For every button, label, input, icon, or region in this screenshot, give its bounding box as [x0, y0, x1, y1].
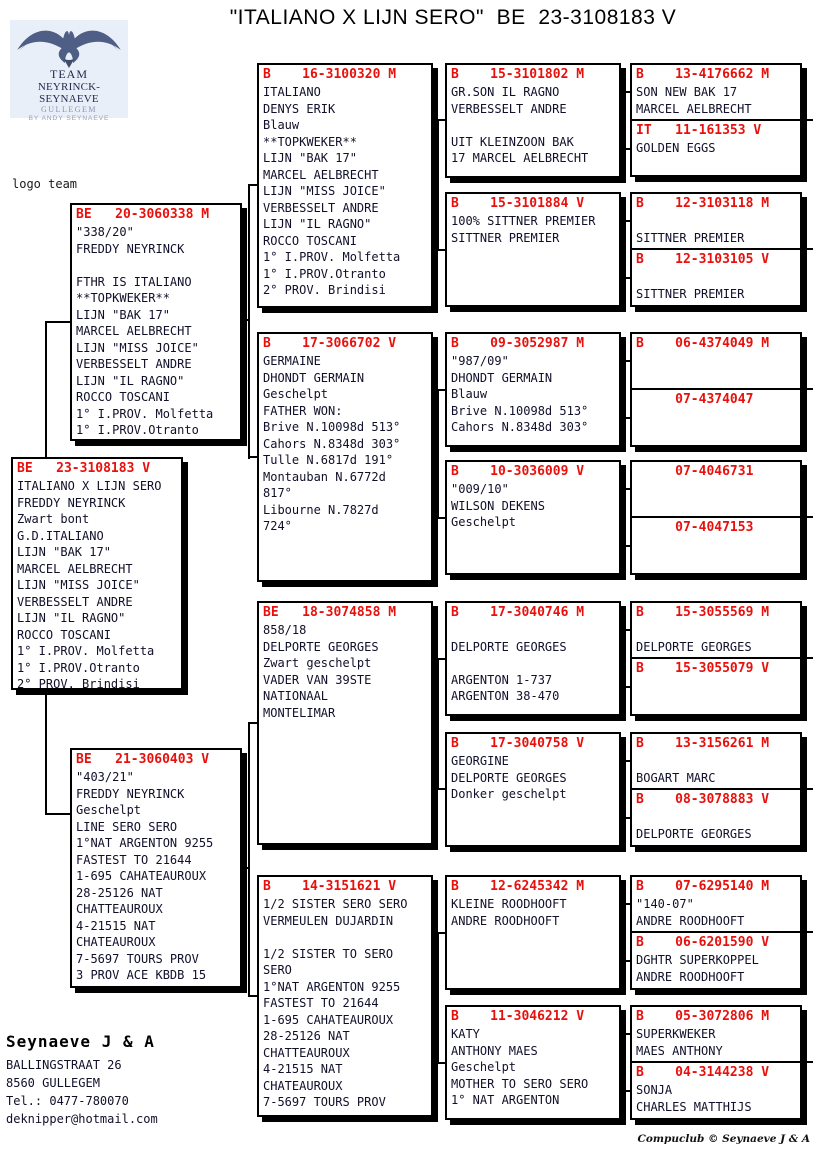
connector-line	[802, 119, 813, 121]
connector-line	[802, 931, 813, 933]
ring-number: B 10-3036009 V	[451, 464, 585, 479]
pedigree-line: "403/21"	[76, 770, 134, 784]
pedigree-line: DELPORTE GEORGES	[636, 826, 752, 841]
pedigree-box-fmf[interactable]	[445, 332, 621, 447]
owner-address-street: BALLINGSTRAAT 26	[6, 1058, 122, 1072]
pedigree-line: Geschelpt	[451, 515, 517, 529]
connector-line	[45, 321, 70, 323]
pedigree-line: GR.SON IL RAGNO	[451, 85, 560, 99]
ring-number: B 17-3040746 M	[451, 605, 585, 620]
pedigree-box-mm[interactable]	[257, 875, 433, 1117]
pedigree-line: KLEINE ROODHOOFT	[451, 897, 567, 911]
pedigree-line: Geschelpt	[451, 1060, 517, 1074]
pedigree-line: MAES ANTHONY	[636, 1043, 723, 1058]
connector-line	[624, 220, 626, 279]
pedigree-line: LIJN "IL RAGNO"	[17, 611, 126, 625]
pedigree-line: Donker geschelpt	[451, 787, 567, 801]
pedigree-line: ANTHONY MAES	[451, 1043, 538, 1058]
pedigree-line: SUPERKWEKER	[636, 1027, 716, 1041]
pedigree-line: 1/2 SISTER SERO SERO	[263, 897, 408, 911]
pedigree-line: LIJN "MISS JOICE"	[263, 184, 386, 198]
connector-line	[624, 760, 626, 819]
pedigree-line: Brive N.10098d 513°	[263, 420, 401, 434]
pedigree-line: GERMAINE	[263, 354, 321, 368]
pedigree-line: ROCCO TOSCANI	[263, 233, 357, 248]
pedigree-line	[447, 117, 619, 134]
pedigree-line: 1° I.PROV.Otranto	[76, 423, 199, 437]
connector-line	[802, 516, 813, 518]
pedigree-line: CHATTEAUROUX	[263, 1045, 350, 1060]
pedigree-line: VERBESSELT ANDRE	[263, 200, 379, 215]
pedigree-line: G.D.ITALIANO	[17, 528, 104, 543]
pedigree-line: 1°NAT ARGENTON 9255	[263, 979, 401, 994]
pedigree-box-mfmm[interactable]	[630, 788, 802, 847]
pedigree-line: CHARLES MATTHIJS	[636, 1099, 752, 1114]
ring-number: B 17-3066702 V	[263, 336, 397, 351]
pedigree-line: ARGENTON 38-470	[451, 689, 560, 703]
pedigree-line: 100% SITTNER PREMIER	[451, 214, 596, 228]
pedigree-box-mmfm[interactable]	[630, 931, 802, 990]
pedigree-box-mfmf[interactable]	[630, 732, 802, 790]
pedigree-box-mfm[interactable]	[445, 732, 621, 847]
pedigree-line: DHONDT GERMAIN	[451, 370, 553, 385]
connector-line	[437, 119, 445, 121]
pedigree-line: ROCCO TOSCANI	[76, 390, 170, 404]
ring-number: B 14-3151621 V	[263, 879, 397, 894]
pedigree-line: DENYS ERIK	[263, 101, 336, 116]
pedigree-line: FASTEST TO 21644	[76, 852, 192, 867]
ring-number: B 08-3078883 V	[636, 792, 770, 807]
pedigree-box-ffmf[interactable]	[630, 192, 802, 250]
pedigree-line: Brive N.10098d 513°	[451, 403, 589, 418]
connector-line	[624, 629, 626, 688]
ring-number: B 06-4374049 M	[636, 336, 770, 351]
pedigree-line: SERO	[263, 963, 292, 977]
pedigree-box-mffm[interactable]	[630, 657, 802, 716]
connector-line	[802, 657, 813, 659]
pedigree-box-mmm[interactable]	[445, 1005, 621, 1120]
ring-number: IT 11-161353 V	[636, 123, 762, 138]
pedigree-line: Cahors N.8348d 303°	[263, 436, 401, 451]
connector-line	[802, 388, 813, 390]
connector-line	[802, 1061, 813, 1063]
pedigree-line: 858/18	[263, 623, 307, 637]
pedigree-line: DGHTR SUPERKOPPEL	[636, 953, 759, 967]
pedigree-box-subject[interactable]	[11, 457, 183, 690]
pedigree-line: 1° I.PROV.Otranto	[263, 266, 386, 281]
pedigree-line: 1/2 SISTER TO SERO	[263, 946, 394, 961]
pedigree-box-fmmm[interactable]	[630, 516, 802, 575]
ring-number: B 13-3156261 M	[636, 736, 770, 751]
connector-line	[624, 488, 626, 547]
pedigree-line: MARCEL AELBRECHT	[76, 324, 192, 338]
pedigree-box-mf[interactable]	[257, 601, 433, 845]
pedigree-line: 4-21515 NAT	[263, 1062, 343, 1076]
ring-number: B 06-6201590 V	[636, 935, 770, 950]
pedigree-line: 3 PROV ACE KBDB 15	[76, 968, 207, 982]
pedigree-line	[632, 809, 800, 826]
logo-caption: logo team	[12, 177, 78, 191]
connector-line	[437, 389, 445, 391]
ring-number: B 15-3101802 M	[451, 67, 585, 82]
owner-name: Seynaeve J & A	[6, 1032, 155, 1051]
pedigree-box-mmmm[interactable]	[630, 1061, 802, 1120]
pedigree-line: Blauw	[451, 387, 488, 401]
pedigree-line: FREDDY NEYRINCK	[76, 241, 185, 256]
pedigree-line: VADER VAN 39STE	[263, 672, 372, 687]
pedigree-line: DHONDT GERMAIN	[263, 370, 365, 385]
pedigree-line: 4-21515 NAT	[76, 918, 156, 933]
pedigree-line: LIJN "IL RAGNO"	[76, 373, 185, 388]
ring-number: BE 18-3074858 M	[263, 605, 397, 620]
pedigree-line: NATIONAAL	[263, 689, 329, 703]
pedigree-line: Zwart geschelpt	[263, 656, 372, 670]
pedigree-line: Geschelpt	[76, 803, 142, 817]
pedigree-line: CHATEAUROUX	[263, 1078, 343, 1093]
pedigree-line: LIJN "BAK 17"	[17, 545, 111, 559]
ring-number: B 16-3100320 M	[263, 67, 397, 82]
connector-line	[624, 91, 626, 150]
pedigree-line: GEORGINE	[451, 754, 509, 768]
ring-number: 07-4374047	[636, 392, 754, 407]
ring-number: B 17-3040758 V	[451, 736, 585, 751]
ring-number: B 13-4176662 M	[636, 67, 770, 82]
pedigree-line: FASTEST TO 21644	[263, 996, 379, 1010]
pedigree-line: MARCEL AELBRECHT	[17, 561, 133, 576]
connector-line	[437, 119, 439, 251]
pedigree-line: "140-07"	[636, 897, 694, 911]
pedigree-line: 28-25126 NAT	[76, 885, 163, 900]
pedigree-line: LIJN "MISS JOICE"	[76, 340, 199, 355]
pedigree-line: ITALIANO	[263, 85, 321, 99]
pedigree-line	[72, 257, 240, 274]
ring-number: 07-4047153	[636, 520, 754, 535]
pedigree-line	[632, 622, 800, 639]
pedigree-box-fffm[interactable]	[630, 119, 802, 177]
ring-number: BE 21-3060403 V	[76, 752, 210, 767]
pedigree-line: CHATEAUROUX	[76, 935, 156, 949]
pedigree-line: Zwart bont	[17, 512, 90, 526]
connector-line	[437, 249, 445, 251]
connector-line	[624, 903, 626, 962]
connector-line	[248, 456, 257, 458]
pedigree-line: Montauban N.6772d	[263, 469, 386, 484]
software-credit: Compuclub © Seynaeve J & A	[637, 1133, 810, 1145]
logo-city-text: GULLEGEM	[41, 105, 97, 114]
ring-number: B 07-6295140 M	[636, 879, 770, 894]
pedigree-line: MOTHER TO SERO SERO	[451, 1076, 589, 1091]
pedigree-line: DELPORTE GEORGES	[451, 770, 567, 785]
pedigree-line: BOGART MARC	[636, 770, 716, 785]
pedigree-line: 1-695 CAHATEAUROUX	[263, 1012, 394, 1027]
pedigree-line	[632, 269, 800, 286]
connector-line	[437, 658, 439, 790]
pedigree-box-ffm[interactable]	[445, 192, 621, 307]
logo-by-text: BY ANDY SEYNAEVE	[28, 115, 110, 122]
pedigree-line: ITALIANO X LIJN SERO	[17, 479, 162, 493]
pedigree-line: 7-5697 TOURS PROV	[263, 1095, 386, 1109]
pedigree-line: LINE SERO SERO	[76, 819, 178, 834]
ring-number: B 11-3046212 V	[451, 1009, 585, 1024]
ring-number: 07-4046731	[636, 464, 754, 479]
pedigree-line: ANDRE ROODHOOFT	[636, 969, 745, 984]
team-logo	[10, 20, 128, 122]
pedigree-line: SONJA	[636, 1083, 673, 1097]
pedigree-box-fmmf[interactable]	[630, 460, 802, 518]
owner-email[interactable]: deknipper@hotmail.com	[6, 1112, 158, 1126]
connector-line	[45, 813, 70, 815]
pedigree-box-fff[interactable]	[445, 63, 621, 178]
pedigree-line: 1° I.PROV. Molfetta	[76, 406, 214, 421]
pedigree-line: SITTNER PREMIER	[451, 230, 560, 245]
pedigree-line: 1-695 CAHATEAUROUX	[76, 869, 207, 883]
connector-line	[248, 184, 257, 186]
connector-line	[437, 389, 439, 519]
pedigree-box-fm[interactable]	[257, 332, 433, 582]
pedigree-line: 1° I.PROV.Otranto	[17, 660, 140, 675]
pedigree-line: VERBESSELT ANDRE	[76, 357, 192, 371]
pedigree-line: 28-25126 NAT	[263, 1029, 350, 1043]
pedigree-line: 1°NAT ARGENTON 9255	[76, 836, 214, 850]
pedigree-line: SITTNER PREMIER	[636, 230, 745, 245]
pedigree-line: LIJN "IL RAGNO"	[263, 217, 372, 231]
pedigree-line: Libourne N.7827d	[263, 502, 379, 517]
pedigree-line: Geschelpt	[263, 387, 329, 401]
ring-number: B 09-3052987 M	[451, 336, 585, 351]
pedigree-line: LIJN "BAK 17"	[76, 307, 170, 322]
owner-phone: Tel.: 0477-780070	[6, 1094, 129, 1108]
pedigree-line: ANDRE ROODHOOFT	[636, 913, 745, 928]
pedigree-box-fmff[interactable]	[630, 332, 802, 390]
connector-line	[437, 517, 445, 519]
pedigree-line: MONTELIMAR	[263, 705, 336, 720]
connector-line	[248, 722, 257, 724]
ring-number: B 12-3103105 V	[636, 252, 770, 267]
pedigree-box-mother[interactable]	[70, 748, 242, 988]
pedigree-line: KATY	[451, 1027, 480, 1041]
pedigree-line: MARCEL AELBRECHT	[636, 101, 752, 116]
ring-number: B 04-3144238 V	[636, 1065, 770, 1080]
ring-number: BE 20-3060338 M	[76, 207, 210, 222]
pedigree-line: 1° NAT ARGENTON	[451, 1093, 560, 1107]
pedigree-box-mfff[interactable]	[630, 601, 802, 659]
pedigree-box-ffmm[interactable]	[630, 248, 802, 307]
owner-address-city: 8560 GULLEGEM	[6, 1076, 100, 1090]
pedigree-line: ARGENTON 1-737	[451, 672, 553, 687]
eagle-icon	[13, 22, 125, 68]
connector-line	[437, 932, 439, 1064]
pedigree-line: VERBESSELT ANDRE	[17, 594, 133, 609]
pedigree-line: FATHER WON:	[263, 403, 343, 418]
pedigree-line: 817°	[263, 486, 292, 500]
page-title: "ITALIANO X LIJN SERO" BE 23-3108183 V	[229, 6, 677, 29]
pedigree-box-fmm[interactable]	[445, 460, 621, 575]
connector-line	[624, 360, 626, 419]
pedigree-line: Blauw	[263, 118, 300, 132]
pedigree-line: SON NEW BAK 17	[636, 85, 738, 99]
pedigree-line: Tulle N.6817d 191°	[263, 453, 394, 467]
connector-line	[802, 248, 813, 250]
pedigree-line: LIJN "MISS JOICE"	[17, 578, 140, 592]
pedigree-line: SITTNER PREMIER	[636, 286, 745, 301]
pedigree-line: FREDDY NEYRINCK	[76, 786, 185, 801]
ring-number: B 15-3101884 V	[451, 196, 585, 211]
pedigree-line: "338/20"	[76, 225, 134, 239]
pedigree-line: ROCCO TOSCANI	[17, 627, 111, 642]
pedigree-box-mmff[interactable]	[630, 875, 802, 933]
pedigree-line: GOLDEN EGGS	[636, 141, 716, 155]
connector-line	[437, 1062, 445, 1064]
pedigree-line	[259, 929, 431, 946]
pedigree-line	[447, 655, 619, 672]
ring-number: B 15-3055079 V	[636, 661, 770, 676]
pedigree-line: FTHR IS ITALIANO	[76, 274, 192, 289]
pedigree-line	[632, 753, 800, 770]
connector-line	[248, 184, 250, 459]
pedigree-box-mmf[interactable]	[445, 875, 621, 990]
pedigree-line: VERBESSELT ANDRE	[451, 101, 567, 116]
connector-line	[437, 658, 445, 660]
pedigree-box-father[interactable]	[70, 203, 242, 441]
connector-line	[437, 788, 445, 790]
logo-name-text: NEYRINCK-SEYNAEVE	[37, 81, 101, 105]
pedigree-line: CHATTEAUROUX	[76, 902, 163, 916]
pedigree-line: "009/10"	[451, 482, 509, 496]
connector-line	[437, 932, 445, 934]
connector-line	[248, 722, 250, 997]
pedigree-line: 2° PROV. Brindisi	[263, 283, 386, 297]
pedigree-box-ff[interactable]	[257, 63, 433, 308]
pedigree-line: 1° I.PROV. Molfetta	[263, 250, 401, 264]
pedigree-line: 7-5697 TOURS PROV	[76, 951, 199, 966]
pedigree-line	[447, 622, 619, 639]
pedigree-box-mmmf[interactable]	[630, 1005, 802, 1063]
pedigree-line: LIJN "BAK 17"	[263, 151, 357, 165]
ring-number: B 15-3055569 M	[636, 605, 770, 620]
pedigree-line: WILSON DEKENS	[451, 498, 545, 513]
pedigree-box-ffff[interactable]	[630, 63, 802, 121]
pedigree-line: 724°	[263, 519, 292, 533]
connector-line	[802, 788, 813, 790]
connector-line	[624, 1033, 626, 1092]
pedigree-line: 17 MARCEL AELBRECHT	[451, 151, 589, 165]
pedigree-line: 2° PROV. Brindisi	[17, 677, 140, 691]
pedigree-line: **TOPKWEKER**	[263, 134, 357, 149]
ring-number: B 12-6245342 M	[451, 879, 585, 894]
pedigree-line	[632, 213, 800, 230]
connector-line	[248, 995, 257, 997]
pedigree-line: FREDDY NEYRINCK	[17, 495, 126, 510]
pedigree-line: UIT KLEINZOON BAK	[451, 134, 574, 149]
logo-team-text: TEAM	[50, 67, 88, 81]
pedigree-line: "987/09"	[451, 354, 509, 368]
pedigree-line: DELPORTE GEORGES	[451, 639, 567, 654]
pedigree-line: VERMEULEN DUJARDIN	[263, 913, 394, 928]
pedigree-line: ANDRE ROODHOOFT	[451, 913, 560, 928]
pedigree-line: Cahors N.8348d 303°	[451, 420, 589, 434]
pedigree-box-mff[interactable]	[445, 601, 621, 716]
pedigree-line: **TOPKWEKER**	[76, 291, 170, 305]
pedigree-box-fmfm[interactable]	[630, 388, 802, 447]
ring-number: BE 23-3108183 V	[17, 461, 151, 476]
pedigree-line: 1° I.PROV. Molfetta	[17, 644, 155, 658]
ring-number: B 12-3103118 M	[636, 196, 770, 211]
ring-number: B 05-3072806 M	[636, 1009, 770, 1024]
pedigree-line: DELPORTE GEORGES	[636, 639, 752, 654]
pedigree-line: MARCEL AELBRECHT	[263, 167, 379, 182]
pedigree-line: DELPORTE GEORGES	[263, 639, 379, 654]
